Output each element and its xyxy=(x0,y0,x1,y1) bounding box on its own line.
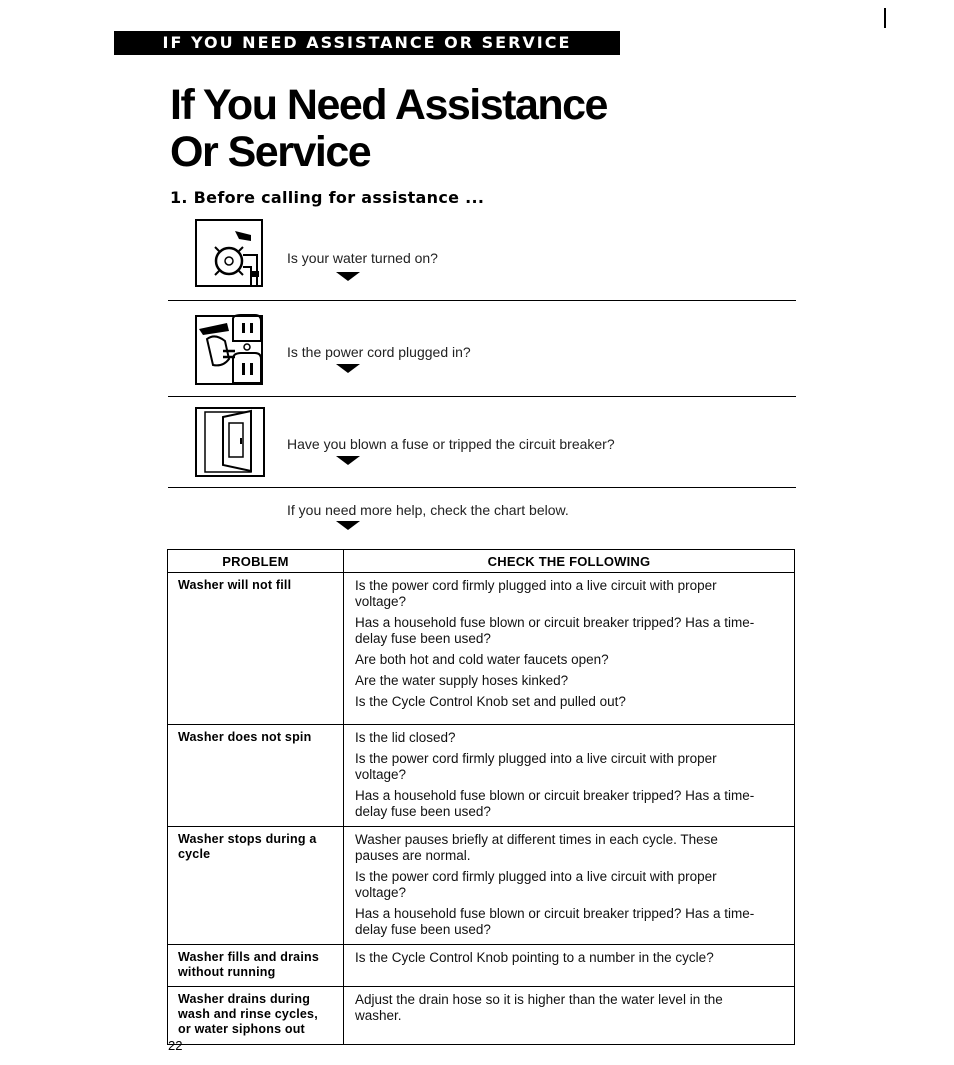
check-item: Is the lid closed? xyxy=(355,730,456,745)
page-number: 22 xyxy=(168,1038,183,1053)
pre-check-question: Have you blown a fuse or tripped the circuit breaker? xyxy=(287,436,615,452)
problem-cell: Washer fills and drains without running xyxy=(168,945,344,987)
check-item: Is the power cord firmly plugged into a live circuit with proper voltage? xyxy=(355,751,717,782)
pre-check-water xyxy=(168,216,796,301)
divider xyxy=(168,487,796,488)
table-row xyxy=(168,725,795,827)
check-item: Is the power cord firmly plugged into a live circuit with proper voltage? xyxy=(355,869,717,900)
check-item: Washer pauses briefly at different times in each cycle. These pauses are normal. xyxy=(355,832,718,863)
down-arrow-icon xyxy=(336,521,360,530)
checks-cell xyxy=(344,945,795,987)
pre-check-question: Is your water turned on? xyxy=(287,250,438,266)
column-header-check: CHECK THE FOLLOWING xyxy=(344,550,795,573)
check-item: Is the power cord firmly plugged into a live circuit with proper voltage? xyxy=(355,578,717,609)
checks-cell xyxy=(344,725,795,827)
pre-check-question: Is the power cord plugged in? xyxy=(287,344,471,360)
checks-cell xyxy=(344,573,795,725)
check-item: Is the Cycle Control Knob set and pulled out? xyxy=(355,694,626,709)
table-row xyxy=(168,945,795,987)
section-heading: 1. Before calling for assistance ... xyxy=(170,188,485,207)
pre-check-fuse xyxy=(168,404,796,488)
down-arrow-icon xyxy=(336,456,360,465)
column-header-problem: PROBLEM xyxy=(168,550,344,573)
table-row xyxy=(168,573,795,725)
problem-cell: Washer does not spin xyxy=(168,725,344,827)
down-arrow-icon xyxy=(336,364,360,373)
page-title xyxy=(170,82,607,176)
power-outlet-icon xyxy=(193,313,267,385)
divider xyxy=(168,300,796,301)
check-item: Are both hot and cold water faucets open? xyxy=(355,652,609,667)
divider xyxy=(168,396,796,397)
margin-change-bar xyxy=(884,8,886,28)
checks-cell xyxy=(344,827,795,945)
check-item: Has a household fuse blown or circuit breaker tripped? Has a time-delay fuse been used? xyxy=(355,615,755,646)
check-item: Is the Cycle Control Knob pointing to a number in the cycle? xyxy=(355,950,714,965)
pre-check-power-cord xyxy=(168,311,796,397)
more-help-note: If you need more help, check the chart below. xyxy=(287,502,569,518)
section-banner: IF YOU NEED ASSISTANCE OR SERVICE xyxy=(114,31,620,55)
problem-cell: Washer stops during a cycle xyxy=(168,827,344,945)
problem-cell: Washer drains during wash and rinse cycles, or water siphons out xyxy=(168,987,344,1045)
check-item: Adjust the drain hose so it is higher than the water level in the washer. xyxy=(355,992,723,1023)
page-title-line-2: Or Service xyxy=(170,128,371,176)
table-header-row xyxy=(168,550,795,573)
table-row xyxy=(168,827,795,945)
table-row xyxy=(168,987,795,1045)
check-item: Are the water supply hoses kinked? xyxy=(355,673,569,688)
problem-cell: Washer will not fill xyxy=(168,573,344,725)
check-item: Has a household fuse blown or circuit breaker tripped? Has a time-delay fuse been used? xyxy=(355,788,755,819)
page-title-line-1: If You Need Assistance xyxy=(170,81,607,129)
fuse-box-icon xyxy=(193,405,267,477)
troubleshooting-table xyxy=(167,549,795,1045)
checks-cell xyxy=(344,987,795,1045)
water-faucet-icon xyxy=(193,217,267,289)
check-item: Has a household fuse blown or circuit breaker tripped? Has a time-delay fuse been used? xyxy=(355,906,755,937)
down-arrow-icon xyxy=(336,272,360,281)
